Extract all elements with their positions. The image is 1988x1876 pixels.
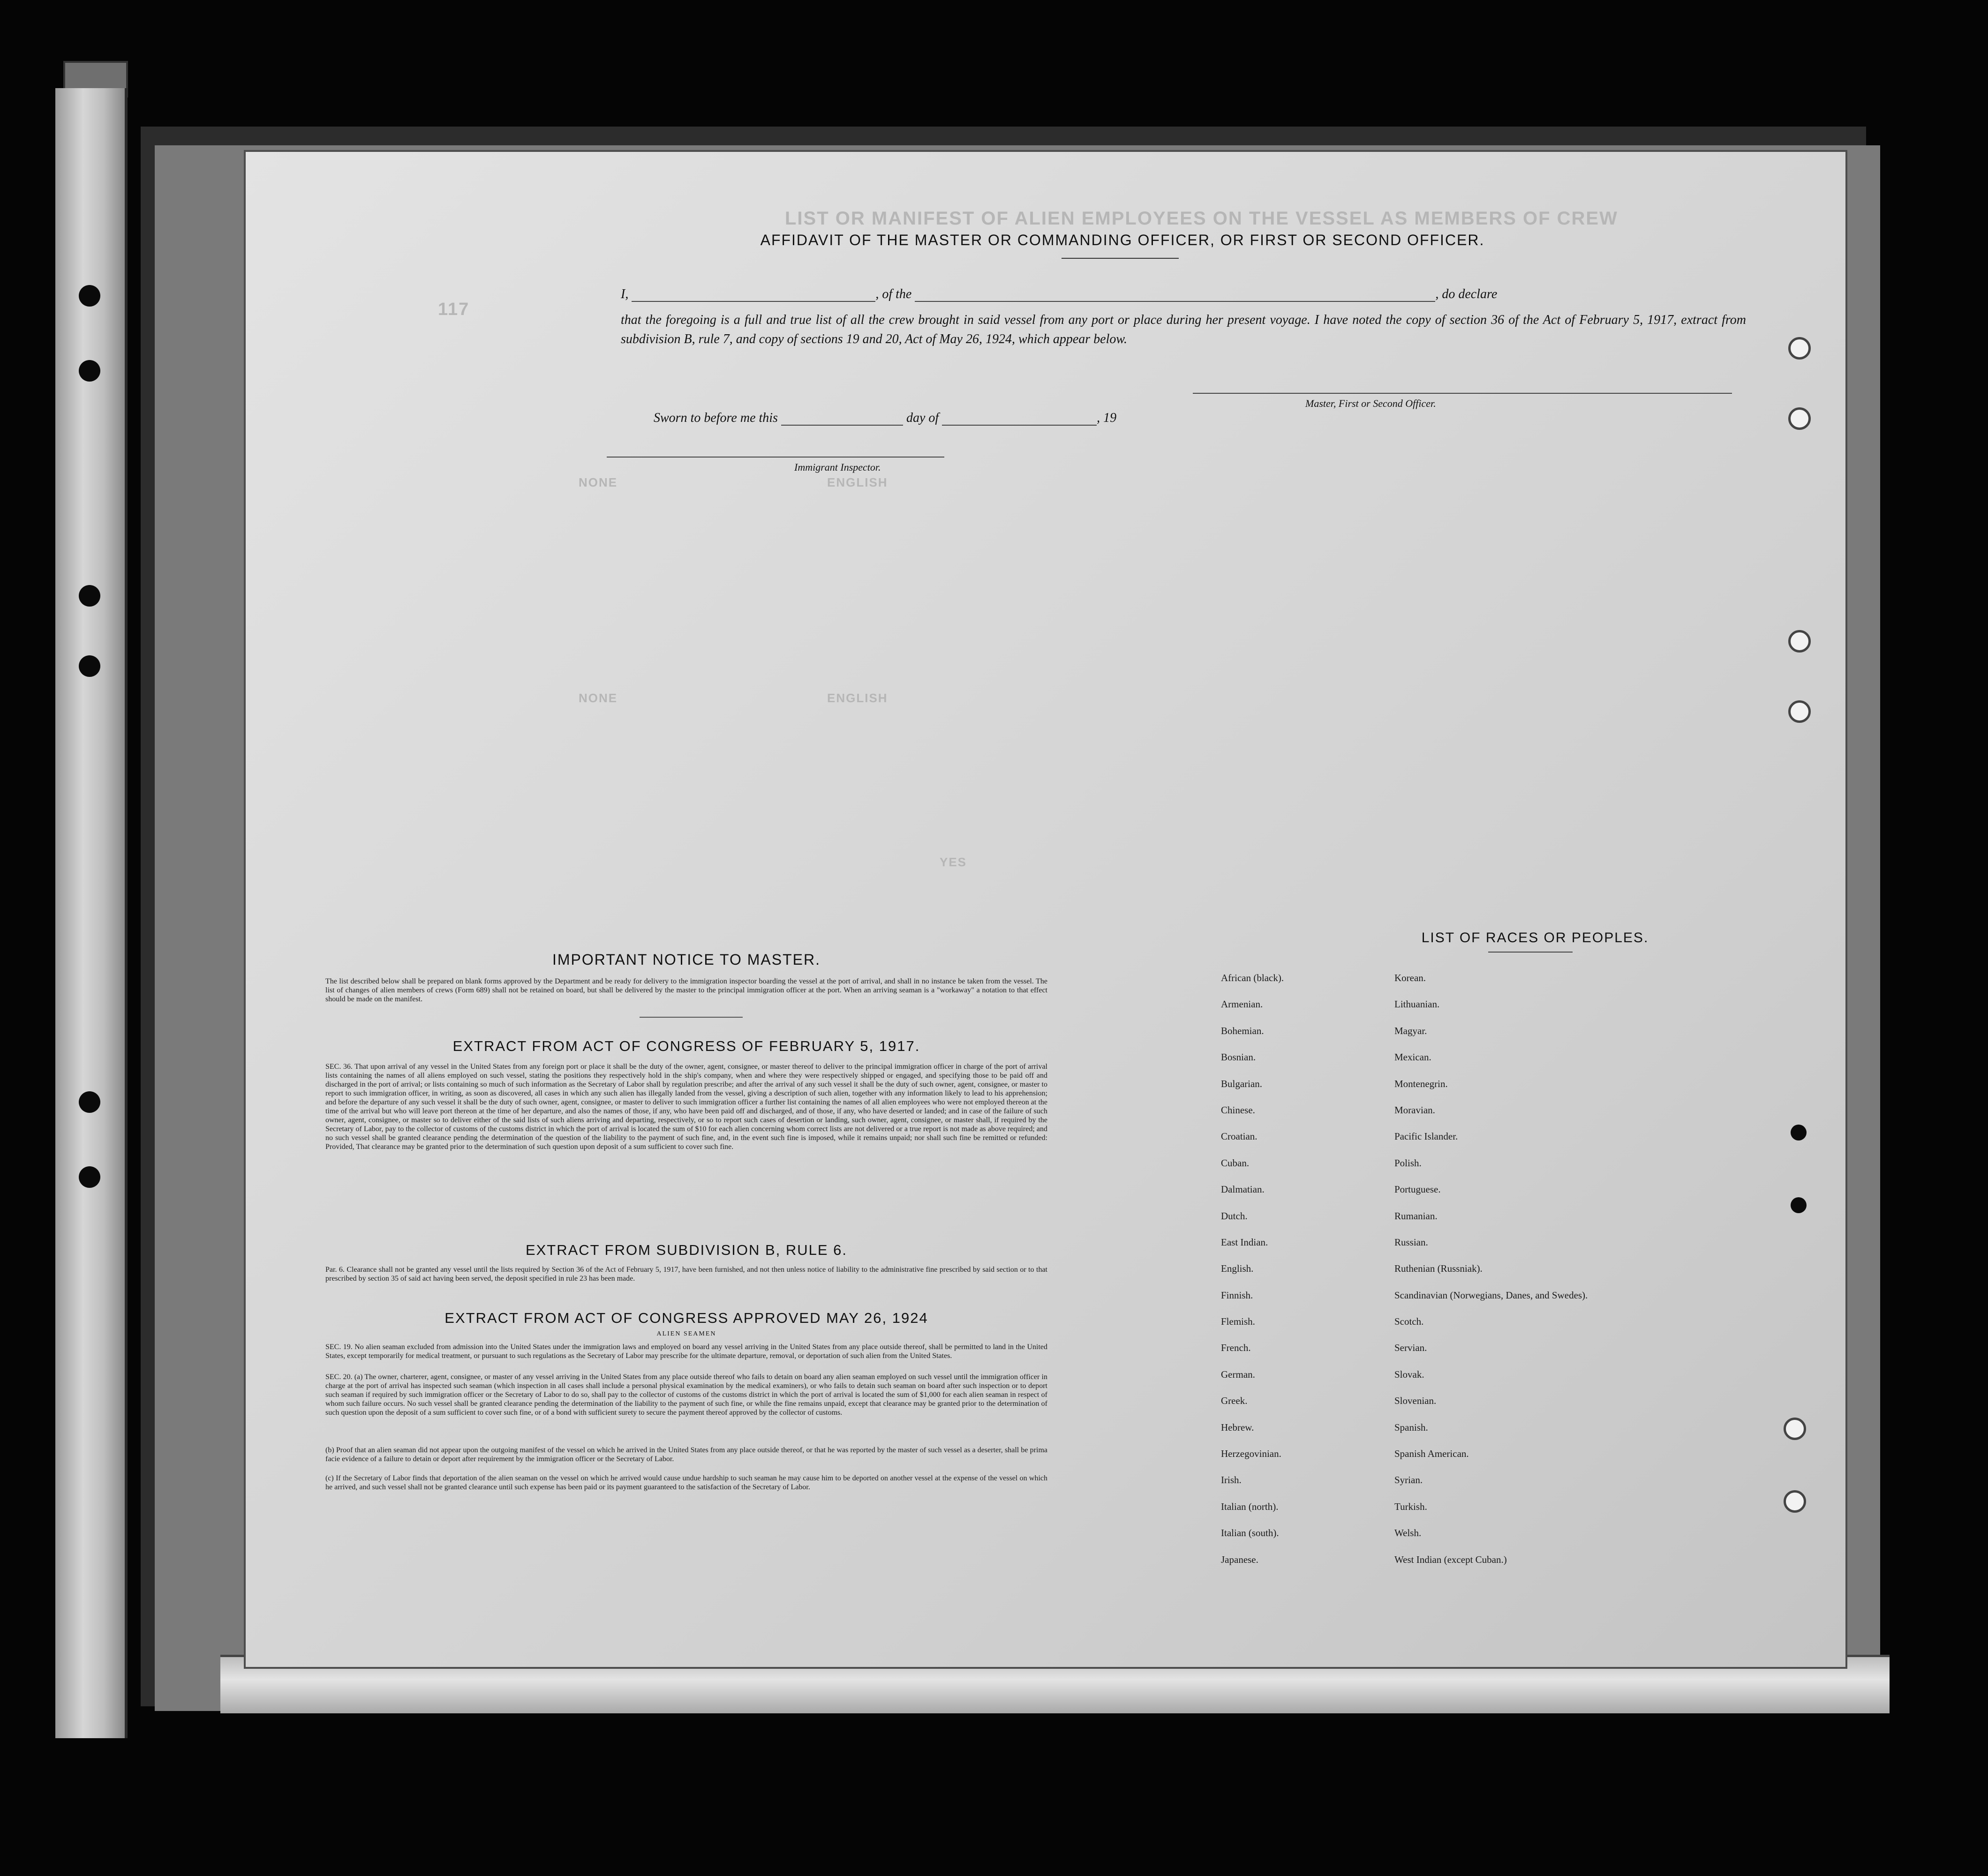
- affidavit-title: AFFIDAVIT OF THE MASTER OR COMMANDING OFFICER, OR FIRST OR SECOND OFFICER.: [760, 232, 1485, 248]
- declaration-i: I,: [621, 287, 629, 301]
- declaration-first-line: [621, 287, 1746, 302]
- extract-rule6-title: EXTRACT FROM SUBDIVISION B, RULE 6.: [525, 1242, 848, 1258]
- race-item: Cuban.: [1221, 1157, 1250, 1169]
- title-rule: [1062, 258, 1179, 259]
- race-item: Pacific Islander.: [1394, 1131, 1458, 1142]
- race-item: East Indian.: [1221, 1236, 1268, 1248]
- bleed-through-page-number: 117: [438, 300, 470, 319]
- race-item: Greek.: [1221, 1395, 1248, 1407]
- races-rule: [1488, 952, 1573, 953]
- race-item: Spanish American.: [1394, 1448, 1469, 1460]
- race-item: Dalmatian.: [1221, 1184, 1265, 1195]
- race-item: Russian.: [1394, 1236, 1428, 1248]
- signature-label: Master, First or Second Officer.: [1305, 398, 1436, 409]
- race-item: Magyar.: [1394, 1025, 1427, 1036]
- race-item: African (black).: [1221, 972, 1284, 983]
- signature-line: [1193, 393, 1732, 394]
- race-item: Bohemian.: [1221, 1025, 1264, 1036]
- race-item: Italian (south).: [1221, 1527, 1279, 1539]
- binder-hole: [79, 585, 100, 607]
- sworn-text: Sworn to before me this: [654, 411, 778, 425]
- race-item: Korean.: [1394, 972, 1426, 983]
- notice-title: IMPORTANT NOTICE TO MASTER.: [552, 951, 821, 968]
- bleed-through-word: NONE: [579, 691, 618, 705]
- race-item: Scandinavian (Norwegians, Danes, and Swedes).: [1394, 1289, 1588, 1301]
- document-page: [244, 150, 1847, 1669]
- race-item: Rumanian.: [1394, 1210, 1438, 1222]
- race-item: Bosnian.: [1221, 1051, 1256, 1063]
- extract-1917-title: EXTRACT FROM ACT OF CONGRESS OF FEBRUARY 5, 1917.: [452, 1038, 920, 1054]
- extract-1924-subtitle: ALIEN SEAMEN: [656, 1330, 716, 1337]
- race-item: Mexican.: [1394, 1051, 1431, 1063]
- race-item: Chinese.: [1221, 1104, 1255, 1116]
- sworn-day-blank: [781, 425, 903, 426]
- race-item: Hebrew.: [1221, 1421, 1254, 1433]
- race-item: Japanese.: [1221, 1553, 1258, 1565]
- binder-hole: [79, 1166, 100, 1188]
- race-item: Slovenian.: [1394, 1395, 1437, 1407]
- inspector-label: Immigrant Inspector.: [794, 461, 881, 473]
- punch-hole: [1784, 1490, 1806, 1513]
- race-item: Montenegrin.: [1394, 1078, 1448, 1089]
- declaration-text: that the foregoing is a full and true list of all the crew brought in said vessel from any port or place during her present voyage. I have noted the copy of section 36 of the Act of February 5, 1917, extract from subdivision B, rule 7, and copy of sections 19 and 20, Act of May 26, 1924, which appear below.: [621, 313, 1746, 346]
- race-item: Ruthenian (Russniak).: [1394, 1263, 1483, 1275]
- races-column-left: [1221, 972, 1284, 1580]
- sworn-month-blank: [942, 425, 1097, 426]
- punch-hole: [1788, 700, 1811, 723]
- bleed-through-word: NONE: [579, 475, 618, 489]
- master-name-blank: [632, 301, 875, 302]
- extract-rule6-text: Par. 6. Clearance shall not be granted any vessel until the lists required by Section 36 of the Act of February 5, 1917, have been furnished, and not then unless notice of liability to the administrative fine prescribed by said section or to that prescribed by section 35 of said act having been served, the deposit specified in rule 23 has been made.: [325, 1266, 1047, 1283]
- race-item: German.: [1221, 1368, 1255, 1380]
- extract-1924-title: EXTRACT FROM ACT OF CONGRESS APPROVED MAY 26, 1924: [444, 1310, 928, 1326]
- race-item: Armenian.: [1221, 998, 1263, 1010]
- extract-1924-sec20c: (c) If the Secretary of Labor finds that deportation of the alien seaman on the vessel on which he arrived would cause undue hardship to such seaman he may cause him to be deported on another vessel at the expense of the vessel on which he arrived, and such vessel shall not be granted clearance until such expense has been paid or its payment guaranteed to the satisfaction of the Secretary of Labor.: [325, 1474, 1047, 1491]
- race-item: Irish.: [1221, 1474, 1242, 1486]
- sworn-statement: [654, 411, 1263, 426]
- race-item: Turkish.: [1394, 1501, 1427, 1512]
- race-item: Croatian.: [1221, 1131, 1258, 1142]
- race-item: Welsh.: [1394, 1527, 1422, 1539]
- punch-hole: [1791, 1125, 1807, 1141]
- races-column-right: [1394, 972, 1591, 1580]
- race-item: French.: [1221, 1342, 1251, 1354]
- binder-strip: [55, 88, 128, 1738]
- bleed-through-header: LIST OR MANIFEST OF ALIEN EMPLOYEES ON THE VESSEL AS MEMBERS OF CREW: [785, 208, 1618, 229]
- punch-hole: [1788, 407, 1811, 430]
- punch-hole: [1788, 337, 1811, 360]
- races-title: LIST OF RACES OR PEOPLES.: [1421, 930, 1649, 946]
- binder-hole: [79, 285, 100, 307]
- binder-hole: [79, 655, 100, 677]
- race-item: Slovak.: [1394, 1368, 1424, 1380]
- race-item: Dutch.: [1221, 1210, 1248, 1222]
- section-rule: [640, 1017, 743, 1018]
- inspector-line: [607, 457, 944, 458]
- race-item: English.: [1221, 1263, 1254, 1275]
- race-item: Portuguese.: [1394, 1184, 1441, 1195]
- race-item: Spanish.: [1394, 1421, 1428, 1433]
- extract-1924-sec20a: SEC. 20. (a) The owner, charterer, agent, consignee, or master of any vessel arriving in the United States from any place outside thereof who fails to detain on board any alien seaman employed on such vessel until the immigration officer in charge at the port of arrival has inspected such seaman (which inspection in all cases shall include a personal physical examination by the medical examiners), or who fails to detain such seaman on board after such inspection or to deport such seaman if required by such immigration officer or the Secretary of Labor to do so, shall pay to the collector of customs of the customs district in which the port of arrival is located the sum of $1,000 for each alien seaman in respect of whom such failure occurs. No such vessel shall be granted clearance pending the determination of the liability to the payment of such fine, or while the fine remains unpaid, except that clearance may be granted prior to the determination of such question upon the deposit of a sum sufficient to cover such fine, or of a bond with sufficient surety to secure the payment thereof approved by the collector of customs.: [325, 1373, 1047, 1417]
- declaration-declare: , do declare: [1435, 287, 1498, 301]
- race-item: Moravian.: [1394, 1104, 1435, 1116]
- sworn-day-of: day of: [906, 411, 939, 425]
- punch-hole: [1784, 1418, 1806, 1440]
- race-item: Lithuanian.: [1394, 998, 1440, 1010]
- race-item: Italian (north).: [1221, 1501, 1279, 1512]
- bleed-through-word: ENGLISH: [827, 691, 888, 705]
- binder-hole: [79, 1091, 100, 1113]
- race-item: Scotch.: [1394, 1316, 1424, 1328]
- race-item: Herzegovinian.: [1221, 1448, 1281, 1460]
- bleed-through-word: ENGLISH: [827, 475, 888, 489]
- vessel-name-blank: [915, 301, 1435, 302]
- bleed-through-word: YES: [940, 855, 967, 869]
- binder-hole: [79, 360, 100, 382]
- race-item: Servian.: [1394, 1342, 1427, 1354]
- race-item: West Indian (except Cuban.): [1394, 1553, 1507, 1565]
- extract-1917-text: SEC. 36. That upon arrival of any vessel in the United States from any foreign port or place it shall be the duty of the owner, agent, consignee, or master thereof to deliver to the principal immigration officer in charge of the port of arrival lists containing the names of all aliens employed on such vessel, stating the positions they respectively hold in the ship's company, when and where they were respectively shipped or engaged, and specifying those to be paid off and discharged in the port of arrival; or lists containing so much of such information as the Secretary of Labor shall by regulation prescribe; and after the arrival of any such vessel it shall be the duty of such owner, agent, consignee, or master to report to such immigration officer, in writing, as soon as discovered, all cases in which any such alien has illegally landed from the vessel, giving a description of such alien, together with any information likely to lead to his apprehension; and before the departure of any such vessel it shall be the duty of such owner, agent, consignee, or master to deliver to such immigration officer a further list containing the names of all alien employees who were not employed thereon at the time of the arrival but who will leave port thereon at the time of her departure, and also the names of those, if any, who have been paid off and discharged, and of those, if any, who have deserted or landed; and in case of the failure of such owner, agent, consignee, or master so to deliver either of the said lists of such aliens arriving and departing, respectively, or so to report such cases of desertion or landing, such owner, agent, consignee, or master shall, if required by the Secretary of Labor, pay to the collector of customs of the customs district in which the port of arrival is located the sum of $10 for each alien concerning whom correct lists are not delivered or a true report is not made as above required; and no such vessel shall be granted clearance pending the determination of the question of the liability to the payment of such fine, and, in the event such fine is imposed, while it remains unpaid; nor shall such fine be remitted or refunded: Provided, That clearance may be granted prior to the determination of such question upon deposit of a sum sufficient to cover such fine.: [325, 1063, 1047, 1151]
- punch-hole: [1788, 630, 1811, 653]
- notice-text: The list described below shall be prepared on blank forms approved by the Department and be ready for delivery to the immigration inspector boarding the vessel at the port of arrival, and shall in no instance be taken from the vessel. The list of changes of alien members of crews (Form 689) shall not be retained on board, but shall be delivered by the master to the principal immigration officer at the port. When an arriving seaman is a "workaway" a notation to that effect should be made on the manifest.: [325, 977, 1047, 1003]
- race-item: Finnish.: [1221, 1289, 1253, 1301]
- race-item: Flemish.: [1221, 1316, 1255, 1328]
- race-item: Polish.: [1394, 1157, 1422, 1169]
- sworn-year: , 19: [1097, 411, 1117, 425]
- extract-1924-sec20b: (b) Proof that an alien seaman did not appear upon the outgoing manifest of the vessel on which he arrived in the United States from any place outside thereof, or that he was reported by the master of such vessel as a deserter, shall be prima facie evidence of a failure to detain or deport after requirement by the immigration officer or the Secretary of Labor.: [325, 1446, 1047, 1463]
- punch-hole: [1791, 1197, 1807, 1213]
- extract-1924-sec19: SEC. 19. No alien seaman excluded from admission into the United States under the immigration laws and employed on board any vessel arriving in the United States from any place outside thereof, shall be permitted to land in the United States, except temporarily for medical treatment, or pursuant to such regulations as the Secretary of Labor may prescribe for the ultimate departure, removal, or deportation of such alien from the United States.: [325, 1343, 1047, 1360]
- race-item: Bulgarian.: [1221, 1078, 1263, 1089]
- race-item: Syrian.: [1394, 1474, 1423, 1486]
- declaration-of-the: , of the: [875, 287, 912, 301]
